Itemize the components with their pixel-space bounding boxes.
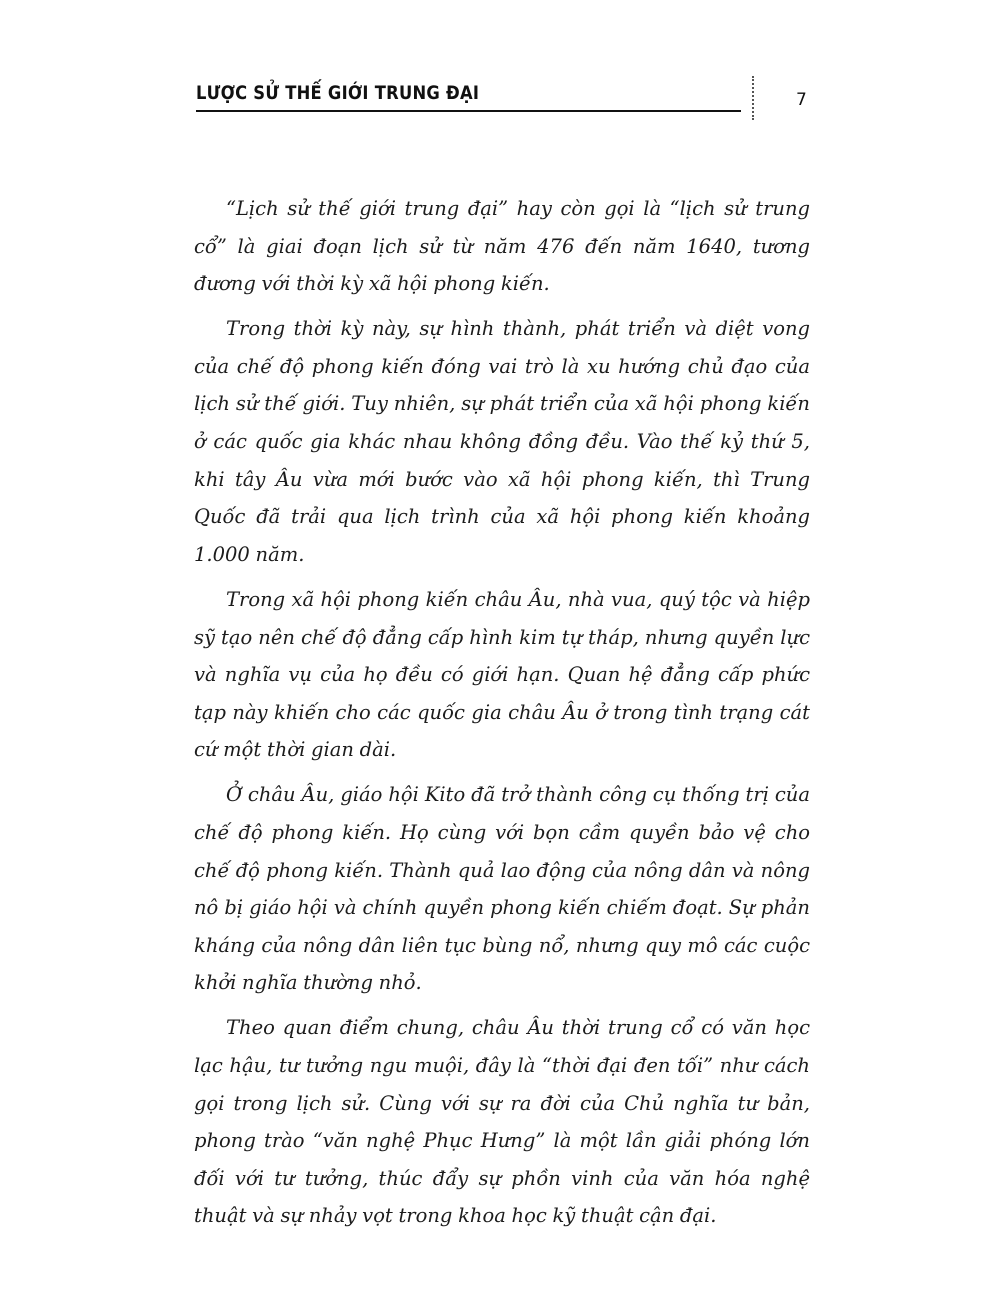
body-text (194, 190, 810, 1243)
paragraph: Ở châu Âu, giáo hội Kito đã trở thành công cụ thống trị của chế độ phong kiến. Họ cùng với bọn cầm quyền bảo vệ cho chế độ phong kiến. Thành quả lao động của nông dân và nông nô bị giáo hội và chính quyền phong kiến chiếm đoạt. Sự phản kháng của nông dân liên tục bùng nổ, nhưng quy mô các cuộc khởi nghĩa thường nhỏ. (194, 783, 810, 995)
paragraph: Theo quan điểm chung, châu Âu thời trung cổ có văn học lạc hậu, tư tưởng ngu muội, đây là “thời đại đen tối” như cách gọi trong lịch sử. Cùng với sự ra đời của Chủ nghĩa tư bản, phong trào “văn nghệ Phục Hưng” là một lần giải phóng lớn đối với tư tưởng, thúc đẩy sự phồn vinh của văn hóa nghệ thuật và sự nhảy vọt trong khoa học kỹ thuật cận đại. (194, 1016, 810, 1228)
running-header-title: LƯỢC SỬ THẾ GIỚI TRUNG ĐẠI (196, 82, 480, 104)
paragraph: “Lịch sử thế giới trung đại” hay còn gọi là “lịch sử trung cổ” là giai đoạn lịch sử từ năm 476 đến năm 1640, tương đương với thời kỳ xã hội phong kiến. (194, 197, 810, 296)
paragraph: Trong thời kỳ này, sự hình thành, phát triển và diệt vong của chế độ phong kiến đóng vai trò là xu hướng chủ đạo của lịch sử thế giới. Tuy nhiên, sự phát triển của xã hội phong kiến ở các quốc gia khác nhau không đồng đều. Vào thế kỷ thứ 5, khi tây Âu vừa mới bước vào xã hội phong kiến, thì Trung Quốc đã trải qua lịch trình của xã hội phong kiến khoảng 1.000 năm. (194, 317, 810, 566)
header-vertical-divider (752, 76, 754, 120)
page-number: 7 (796, 90, 807, 110)
running-header (196, 76, 836, 136)
paragraph: Trong xã hội phong kiến châu Âu, nhà vua, quý tộc và hiệp sỹ tạo nên chế độ đẳng cấp hình kim tự tháp, nhưng quyền lực và nghĩa vụ của họ đều có giới hạn. Quan hệ đẳng cấp phức tạp này khiến cho các quốc gia châu Âu ở trong tình trạng cát cứ một thời gian dài. (194, 587, 810, 762)
header-rule (196, 110, 741, 112)
